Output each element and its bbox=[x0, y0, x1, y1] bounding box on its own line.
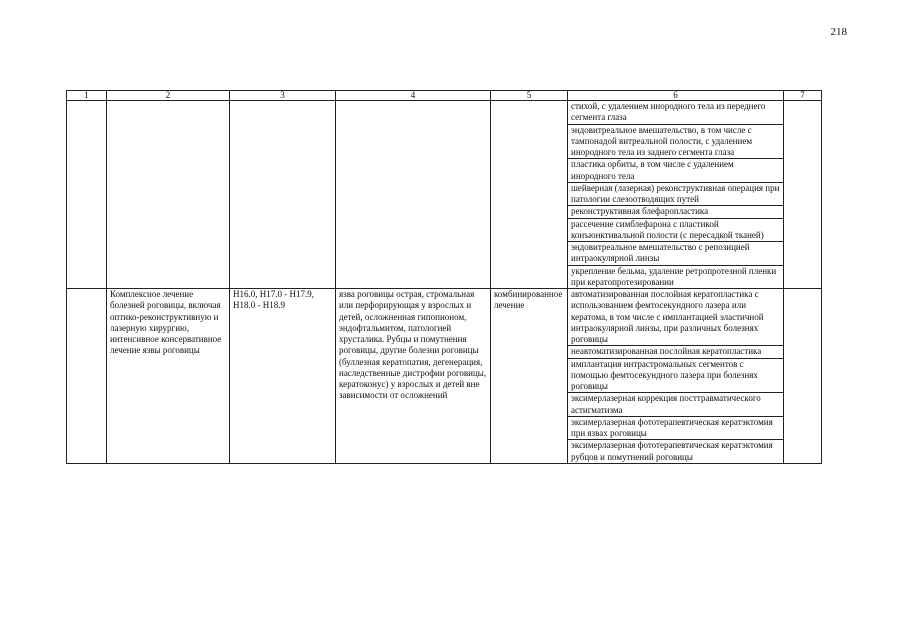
empty-cell-col7 bbox=[784, 289, 822, 464]
patient-model-cell: язва роговицы острая, стромальная или перфорирующая у взрослых и детей, осложненная гипопионом, эндофтальмитом, патологией хрусталика. Рубцы и помутнения роговицы, другие болезни роговицы (буллезная кератопатия, дегенерация, наследственные дистрофии роговицы, кератоконус) у взрослых и детей вне зависимости от осложнений bbox=[336, 289, 491, 464]
operation-cell: неавтоматизированная послойная кератопластика bbox=[568, 346, 784, 358]
column-header-4: 4 bbox=[336, 91, 491, 101]
empty-cell-col2 bbox=[107, 101, 230, 289]
operation-cell: эксимерлазерная фототерапевтическая кератэктомия при язвах роговицы bbox=[568, 416, 784, 440]
operation-cell: пластика орбиты, в том числе с удалением инородного тела bbox=[568, 159, 784, 183]
operation-cell: эксимерлазерная фототерапевтическая кератэктомия рубцов и помутнений роговицы bbox=[568, 440, 784, 464]
treatment-type-cell: комбинированное лечение bbox=[491, 289, 568, 464]
operation-cell: укрепление бельма, удаление ретропротезной пленки при кератопротезировании bbox=[568, 265, 784, 289]
empty-cell-col1 bbox=[67, 101, 107, 289]
column-header-7: 7 bbox=[784, 91, 822, 101]
column-header-2: 2 bbox=[107, 91, 230, 101]
operation-cell: эндовитреальное вмешательство, в том числе с тампонадой витреальной полости, с удалением инородного тела из заднего сегмента глаза bbox=[568, 124, 784, 159]
group-name-cell: Комплексное лечение болезней роговицы, включая оптико-реконструктивную и лазерную хирургию, интенсивное консервативное лечение язвы роговицы bbox=[107, 289, 230, 464]
icd-codes-cell: H16.0, H17.0 - H17.9, H18.0 - H18.9 bbox=[230, 289, 336, 464]
empty-cell-col3 bbox=[230, 101, 336, 289]
column-header-5: 5 bbox=[491, 91, 568, 101]
column-header-1: 1 bbox=[67, 91, 107, 101]
operation-cell: имплантация интрастромальных сегментов с помощью фемтосекундного лазера при болезнях роговицы bbox=[568, 358, 784, 393]
operation-cell: автоматизированная послойная кератопластика с использованием фемтосекундного лазера или кератома, в том числе с имплантацией эластичной интраокулярной линзы, при различных болезнях роговицы bbox=[568, 289, 784, 346]
table-row bbox=[67, 289, 822, 346]
empty-cell-col5 bbox=[491, 101, 568, 289]
operation-cell: реконструктивная блефаропластика bbox=[568, 206, 784, 218]
empty-cell-col7 bbox=[784, 101, 822, 289]
column-header-3: 3 bbox=[230, 91, 336, 101]
operation-cell: эндовитреальное вмешательство с репозицией интраокулярной линзы bbox=[568, 242, 784, 266]
column-number-row bbox=[67, 91, 822, 101]
operation-cell: эксимерлазерная коррекция посттравматического астигматизма bbox=[568, 393, 784, 417]
empty-cell-col4 bbox=[336, 101, 491, 289]
table-row bbox=[67, 101, 822, 125]
operation-cell: рассечение симблефарона с пластикой конъюнктивальной полости (с пересадкой тканей) bbox=[568, 218, 784, 242]
empty-cell-col1 bbox=[67, 289, 107, 464]
operation-cell: шейверная (лазерная) реконструктивная операция при патологии слезоотводящих путей bbox=[568, 182, 784, 206]
operation-cell: стихой, с удалением инородного тела из переднего сегмента глаза bbox=[568, 101, 784, 125]
column-header-6: 6 bbox=[568, 91, 784, 101]
medical-care-table bbox=[66, 90, 822, 464]
page-number: 218 bbox=[830, 26, 847, 38]
